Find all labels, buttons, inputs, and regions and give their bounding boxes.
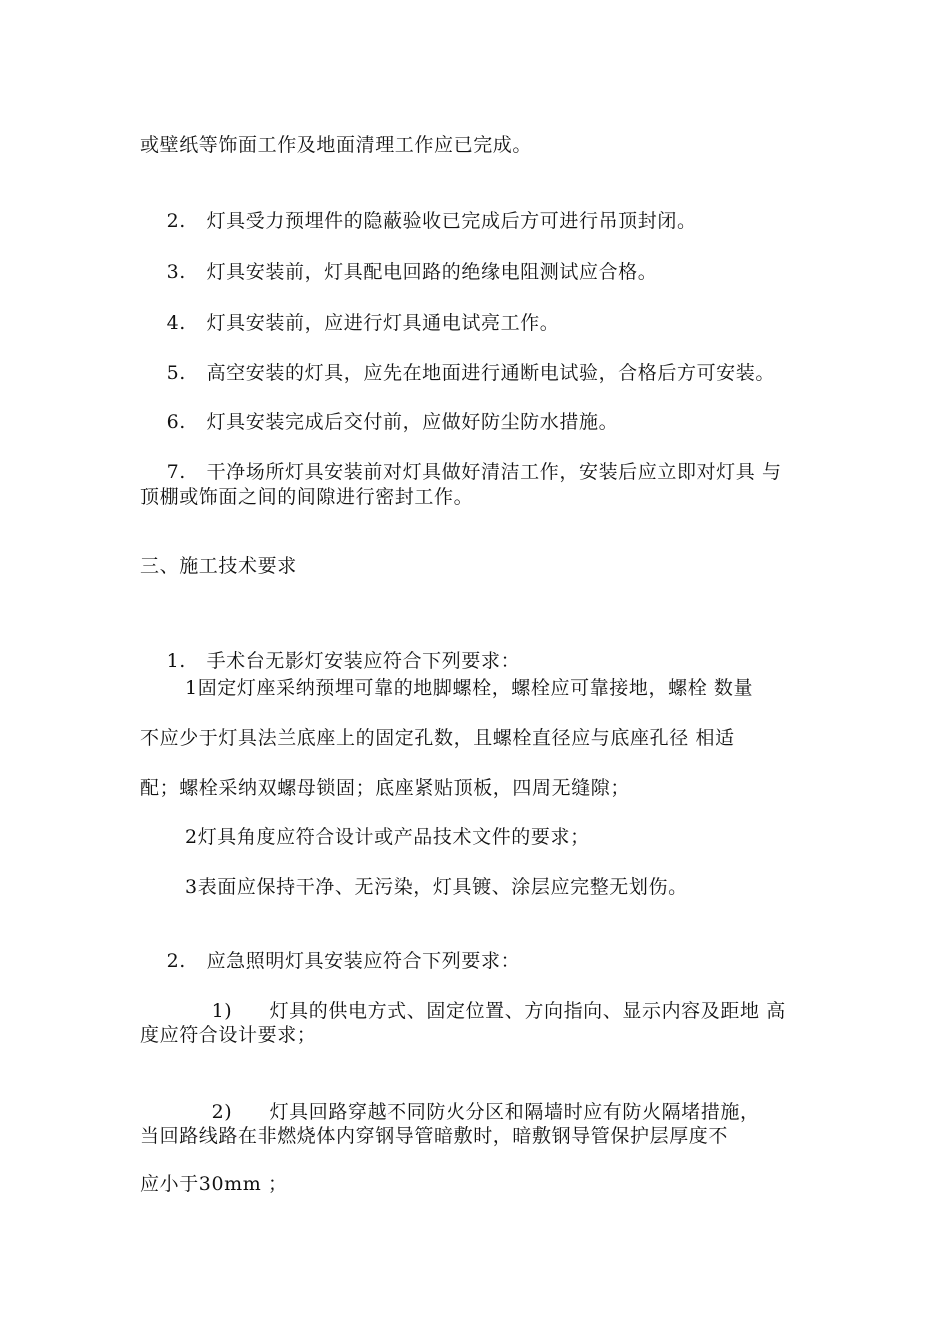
list-item-number: 4.	[166, 312, 186, 334]
list-item-number: 3.	[166, 261, 186, 283]
continuation-line: 或壁纸等饰面工作及地面清理工作应已完成。	[140, 134, 533, 156]
sub-item-line: 3表面应保持干净、无污染，灯具镀、涂层应完整无划伤。	[185, 876, 688, 898]
sub-item-line: 度应符合设计要求；	[140, 1024, 317, 1046]
list-item-number: 6.	[166, 411, 186, 433]
sub-item-text: 灯具的供电方式、固定位置、方向指向、显示内容及距地 高	[269, 1000, 786, 1022]
requirement-number: 2.	[166, 950, 186, 972]
sub-item-line: 不应少于灯具法兰底座上的固定孔数，且螺栓直径应与底座孔径 相适	[140, 727, 735, 749]
requirement-text: 手术台无影灯安装应符合下列要求：	[206, 650, 521, 672]
list-item-number: 7.	[166, 461, 186, 483]
list-item-text: 灯具安装前，应进行灯具通电试亮工作。	[206, 312, 560, 334]
list-item-text: 干净场所灯具安装前对灯具做好清洁工作，安装后应立即对灯具 与	[206, 461, 782, 483]
list-item-text: 灯具受力预埋件的隐蔽验收已完成后方可进行吊顶封闭。	[206, 210, 697, 232]
list-item-text: 灯具安装前，灯具配电回路的绝缘电阻测试应合格。	[206, 261, 658, 283]
sub-item-line: 当回路线路在非燃烧体内穿钢导管暗敷时，暗敷钢导管保护层厚度不	[140, 1125, 729, 1147]
list-item-number: 5.	[166, 362, 186, 384]
list-item-continuation: 顶棚或饰面之间的间隙进行密封工作。	[140, 486, 474, 508]
list-item-text: 灯具安装完成后交付前，应做好防尘防水措施。	[206, 411, 619, 433]
list-item-number: 2.	[166, 210, 186, 232]
requirement-text: 应急照明灯具安装应符合下列要求：	[206, 950, 521, 972]
sub-item-number: 2)	[211, 1101, 233, 1123]
sub-item-text: 灯具回路穿越不同防火分区和隔墙时应有防火隔堵措施，	[269, 1101, 760, 1123]
list-item-text: 高空安装的灯具，应先在地面进行通断电试验，合格后方可安装。	[206, 362, 775, 384]
sub-item-line: 2灯具角度应符合设计或产品技术文件的要求；	[185, 826, 590, 848]
sub-item-line: 1固定灯座采纳预埋可靠的地脚螺栓，螺栓应可靠接地，螺栓 数量	[185, 677, 754, 699]
sub-item-line: 配；螺栓采纳双螺母锁固；底座紧贴顶板，四周无缝隙；	[140, 777, 631, 799]
sub-item-number: 1)	[211, 1000, 233, 1022]
section-title: 三、施工技术要求	[140, 555, 297, 577]
requirement-number: 1.	[166, 650, 186, 672]
sub-item-line: 应小于30mm ；	[140, 1173, 288, 1195]
